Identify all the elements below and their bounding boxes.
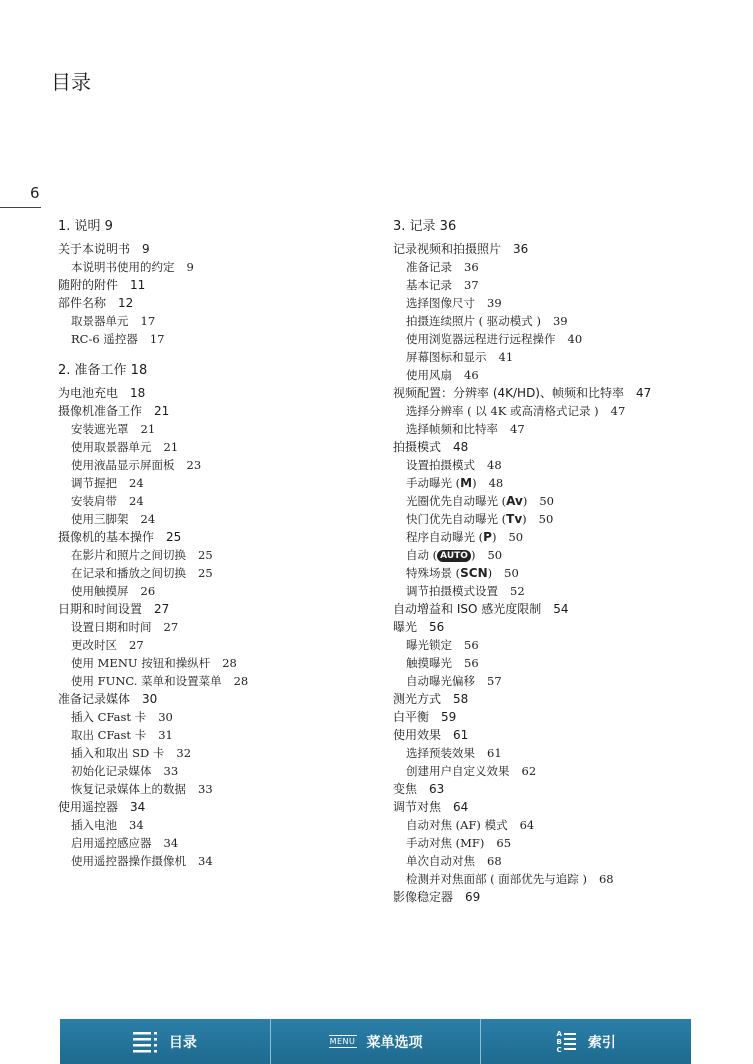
toc-section-entry[interactable] (58, 402, 378, 420)
toc-entry-title: 使用风扇 (406, 368, 452, 382)
toc-entry-page: 56 (464, 656, 479, 670)
toc-entry-title: 选择预装效果 (406, 746, 475, 760)
toc-section-entry[interactable] (58, 600, 378, 618)
toc-entry-page: 63 (429, 782, 445, 796)
toc-subsection-entry[interactable] (58, 654, 378, 672)
toc-entry-title: 曝光 (393, 620, 418, 634)
toc-subsection-entry[interactable] (58, 456, 378, 474)
toc-entry-title: 使用三脚架 (71, 512, 129, 526)
toc-entry-title: 设置日期和时间 (71, 620, 152, 634)
toc-subsection-entry[interactable] (58, 708, 378, 726)
toc-section-entry[interactable] (393, 888, 743, 906)
toc-entry-page: 17 (149, 332, 165, 346)
toc-entry-page: 54 (553, 602, 569, 616)
toc-entry-page: 62 (521, 764, 537, 778)
toc-subsection-entry[interactable] (393, 276, 743, 294)
toc-entry-page: 27 (129, 638, 144, 652)
toc-entry-title: 使用 FUNC. 菜单和设置菜单 (71, 674, 222, 688)
toc-entry-page: 11 (130, 278, 146, 292)
toc-entry-title: 取出 CFast 卡 (71, 728, 147, 742)
toc-entry-page: 68 (598, 872, 614, 886)
toc-subsection-entry[interactable] (393, 456, 743, 474)
index-icon-letter: B (556, 1037, 562, 1046)
index-nav-label: 索引 (587, 1034, 616, 1051)
toc-chapter-heading[interactable]: 2. 准备工作 18 (58, 363, 148, 378)
toc-entry-title: 调节握把 (71, 476, 117, 490)
toc-subsection-entry[interactable] (393, 474, 743, 492)
toc-subsection-entry[interactable] (58, 672, 378, 690)
toc-entry-page: 56 (464, 638, 479, 652)
toc-entry-title: 设置拍摄模式 (406, 458, 475, 472)
toc-entry-title: 插入 CFast 卡 (71, 710, 147, 724)
menu-options-nav-button[interactable] (271, 1019, 482, 1064)
toc-entry-title: 选择帧频和比特率 (406, 422, 498, 436)
toc-section-entry[interactable] (58, 798, 378, 816)
shooting-mode-badge: Av (506, 494, 523, 508)
toc-entry-page: 30 (142, 692, 158, 706)
toc-subsection-entry[interactable] (58, 258, 378, 276)
toc-entry-page: 47 (636, 386, 652, 400)
toc-entry-page: 41 (498, 350, 514, 364)
toc-subsection-entry[interactable] (393, 312, 743, 330)
toc-entry-page: 18 (130, 386, 146, 400)
index-icon (556, 1030, 577, 1054)
toc-right-column (393, 218, 743, 906)
toc-entry-title: 手动对焦 (MF) (406, 836, 485, 850)
toc-entry-title: 摄像机准备工作 (58, 404, 143, 418)
toc-entry-title: 单次自动对焦 (406, 854, 475, 868)
toc-nav-label: 目录 (168, 1034, 197, 1051)
toc-entry-title-suffix: ) (522, 494, 528, 508)
toc-entry-page: 36 (513, 242, 529, 256)
toc-entry-page: 50 (539, 494, 554, 508)
toc-subsection-entry[interactable] (393, 582, 743, 600)
toc-entry-page: 48 (453, 440, 469, 454)
toc-entry-title: 视频配置：分辨率 (4K/HD)、帧频和比特率 (393, 386, 624, 400)
toc-entry-title: 准备记录 (406, 260, 452, 274)
toc-entry-title: 光圈优先自动曝光 ( (406, 494, 507, 508)
toc-subsection-entry[interactable] (58, 816, 378, 834)
toc-subsection-entry[interactable] (393, 294, 743, 312)
toc-subsection-entry[interactable] (393, 492, 743, 510)
toc-section-entry[interactable] (58, 240, 378, 258)
toc-subsection-entry[interactable] (58, 636, 378, 654)
toc-entry-title: 使用液晶显示屏面板 (71, 458, 175, 472)
toc-entry-title: 测光方式 (393, 692, 442, 706)
toc-section-entry[interactable] (58, 294, 378, 312)
toc-subsection-entry[interactable] (58, 726, 378, 744)
toc-entry-page: 33 (198, 782, 213, 796)
toc-entry-title: 准备记录媒体 (58, 692, 131, 706)
toc-entry-title: 程序自动曝光 ( (406, 530, 484, 544)
shooting-mode-badge: Tv (506, 512, 523, 526)
toc-entry-page: 33 (163, 764, 179, 778)
toc-section-entry[interactable] (393, 780, 743, 798)
toc-entry-page: 47 (610, 404, 626, 418)
toc-entry-page: 40 (567, 332, 583, 346)
toc-entry-page: 64 (453, 800, 469, 814)
toc-subsection-entry[interactable] (393, 564, 743, 582)
toc-entry-page: 52 (510, 584, 525, 598)
toc-section-entry[interactable] (393, 708, 743, 726)
toc-entry-title: 快门优先自动曝光 ( (406, 512, 507, 526)
toc-entry-page: 50 (487, 548, 503, 562)
toc-subsection-entry[interactable] (58, 762, 378, 780)
index-nav-button[interactable] (481, 1019, 691, 1064)
toc-entry-title: 摄像机的基本操作 (58, 530, 155, 544)
toc-entry-title: 屏幕图标和显示 (406, 350, 487, 364)
toc-entry-title: 白平衡 (393, 710, 430, 724)
toc-subsection-entry[interactable] (58, 618, 378, 636)
toc-subsection-entry[interactable] (58, 546, 378, 564)
toc-entry-title: 拍摄连续照片 ( 驱动模式 ) (406, 314, 541, 328)
toc-subsection-entry[interactable] (393, 258, 743, 276)
toc-entry-page: 9 (186, 260, 194, 274)
toc-entry-page: 39 (552, 314, 568, 328)
page-title: 目录 (51, 70, 91, 94)
toc-section-entry[interactable] (58, 690, 378, 708)
toc-section-entry[interactable] (393, 240, 743, 258)
menu-icon-text: MENU (329, 1037, 356, 1046)
toc-subsection-entry[interactable] (393, 402, 743, 420)
toc-entry-page: 39 (487, 296, 502, 310)
toc-entry-title: 使用效果 (393, 728, 442, 742)
toc-subsection-entry[interactable] (58, 312, 378, 330)
toc-subsection-entry[interactable] (393, 546, 743, 564)
toc-entry-page: 32 (176, 746, 192, 760)
toc-section-entry[interactable] (393, 600, 743, 618)
toc-entry-title: 曝光锁定 (406, 638, 452, 652)
toc-entry-page: 37 (464, 278, 479, 292)
toc-entry-page: 59 (441, 710, 457, 724)
toc-entry-title: 使用遥控器 (58, 800, 119, 814)
toc-subsection-entry[interactable] (393, 348, 743, 366)
toc-entry-title-suffix: ) (472, 476, 477, 490)
toc-entry-title: 自动增益和 ISO 感光度限制 (393, 602, 542, 616)
toc-section-entry[interactable] (393, 726, 743, 744)
toc-entry-page: 48 (488, 476, 504, 490)
menu-options-nav-label: 菜单选项 (366, 1034, 423, 1051)
toc-entry-page: 24 (129, 476, 144, 490)
toc-subsection-entry[interactable] (58, 438, 378, 456)
toc-section-entry[interactable] (58, 528, 378, 546)
toc-entry-page: 9 (142, 242, 150, 256)
toc-entry-title: 调节对焦 (393, 800, 442, 814)
toc-entry-page: 25 (198, 566, 213, 580)
toc-section-entry[interactable] (58, 276, 378, 294)
toc-subsection-entry[interactable] (58, 420, 378, 438)
toc-entry-page: 30 (158, 710, 173, 724)
toc-subsection-entry[interactable] (393, 762, 743, 780)
toc-subsection-entry[interactable] (58, 744, 378, 762)
toc-entry-page: 56 (429, 620, 445, 634)
toc-entry-title: 触摸曝光 (406, 656, 452, 670)
toc-entry-page: 26 (140, 584, 156, 598)
toc-entry-page: 58 (453, 692, 469, 706)
toc-entry-title: 日期和时间设置 (58, 602, 143, 616)
toc-entry-title: 记录视频和拍摄照片 (393, 242, 502, 256)
toc-subsection-entry[interactable] (58, 492, 378, 510)
toc-subsection-entry[interactable] (393, 636, 743, 654)
toc-entry-title: 安装肩带 (71, 494, 117, 508)
toc-entry-page: 34 (198, 854, 213, 868)
toc-entry-page: 50 (508, 530, 524, 544)
toc-entry-title: 检测并对焦面部 ( 面部优先与追踪 ) (406, 872, 587, 886)
toc-subsection-entry[interactable] (393, 654, 743, 672)
toc-section-entry[interactable] (393, 618, 743, 636)
toc-entry-title: 手动曝光 ( (406, 476, 461, 490)
toc-entry-title: 基本记录 (406, 278, 452, 292)
toc-entry-page: 21 (140, 422, 156, 436)
toc-nav-button[interactable] (60, 1019, 271, 1064)
toc-entry-page: 12 (118, 296, 134, 310)
toc-entry-title: 在记录和播放之间切换 (71, 566, 186, 580)
toc-entry-page: 31 (158, 728, 173, 742)
list-icon (133, 1031, 159, 1053)
toc-subsection-entry[interactable] (393, 330, 743, 348)
toc-entry-page: 34 (130, 800, 146, 814)
toc-entry-page: 61 (487, 746, 502, 760)
toc-entry-title: 自动对焦 (AF) 模式 (406, 818, 508, 832)
shooting-mode-badge: M (460, 476, 473, 490)
toc-entry-title: RC-6 遥控器 (71, 332, 138, 346)
toc-entry-title: 特殊场景 ( (406, 566, 461, 580)
toc-entry-title: 自动 ( (406, 548, 438, 562)
toc-entry-title: 选择图像尺寸 (406, 296, 475, 310)
toc-entry-page: 50 (538, 512, 554, 526)
toc-subsection-entry[interactable] (58, 582, 378, 600)
toc-chapter-heading[interactable]: 3. 记录 36 (393, 219, 457, 234)
toc-entry-title: 启用遥控感应器 (71, 836, 152, 850)
toc-entry-page: 27 (163, 620, 179, 634)
toc-entry-title-suffix: ) (491, 530, 497, 544)
toc-subsection-entry[interactable] (58, 564, 378, 582)
toc-entry-page: 57 (487, 674, 502, 688)
toc-entry-title: 自动曝光偏移 (406, 674, 475, 688)
toc-section-entry[interactable] (58, 384, 378, 402)
toc-entry-title: 在影片和照片之间切换 (71, 548, 186, 562)
bottom-navigation (60, 1019, 691, 1064)
shooting-mode-badge: AUTO (437, 550, 471, 562)
toc-entry-page: 36 (464, 260, 479, 274)
toc-entry-page: 25 (166, 530, 182, 544)
toc-entry-title: 恢复记录媒体上的数据 (71, 782, 186, 796)
index-icon-letter: C (556, 1045, 562, 1054)
toc-subsection-entry[interactable] (58, 330, 378, 348)
toc-entry-page: 34 (163, 836, 179, 850)
toc-entry-page: 24 (129, 494, 144, 508)
toc-entry-title: 创建用户自定义效果 (406, 764, 510, 778)
toc-entry-title: 使用浏览器远程进行远程操作 (406, 332, 556, 346)
shooting-mode-badge: P (483, 530, 492, 544)
toc-entry-title-suffix: ) (470, 548, 476, 562)
toc-section-entry[interactable] (393, 438, 743, 456)
toc-subsection-entry[interactable] (58, 510, 378, 528)
toc-entry-page: 61 (453, 728, 469, 742)
toc-subsection-entry[interactable] (393, 528, 743, 546)
toc-subsection-entry[interactable] (393, 744, 743, 762)
toc-entry-page: 34 (129, 818, 144, 832)
toc-subsection-entry[interactable] (393, 870, 743, 888)
toc-entry-page: 25 (198, 548, 213, 562)
toc-subsection-entry[interactable] (393, 510, 743, 528)
toc-subsection-entry[interactable] (393, 834, 743, 852)
toc-section-entry[interactable] (393, 798, 743, 816)
toc-subsection-entry[interactable] (58, 852, 378, 870)
toc-entry-page: 17 (140, 314, 156, 328)
toc-entry-title: 使用 MENU 按钮和操纵杆 (71, 656, 211, 670)
toc-entry-title: 随附的附件 (58, 278, 119, 292)
toc-subsection-entry[interactable] (393, 420, 743, 438)
toc-entry-title: 插入电池 (71, 818, 117, 832)
toc-entry-title: 插入和取出 SD 卡 (71, 746, 165, 760)
toc-entry-title: 影像稳定器 (393, 890, 454, 904)
toc-entry-page: 68 (487, 854, 502, 868)
toc-entry-page: 47 (510, 422, 525, 436)
toc-entry-title-suffix: ) (487, 566, 493, 580)
toc-subsection-entry[interactable] (393, 366, 743, 384)
menu-icon (329, 1035, 357, 1048)
toc-entry-page: 24 (140, 512, 156, 526)
toc-subsection-entry[interactable] (393, 852, 743, 870)
toc-entry-page: 48 (487, 458, 502, 472)
toc-entry-page: 28 (222, 656, 237, 670)
toc-entry-page: 46 (464, 368, 479, 382)
toc-entry-title: 变焦 (393, 782, 418, 796)
toc-entry-page: 50 (504, 566, 519, 580)
toc-entry-title: 选择分辨率 ( 以 4K 或高清格式记录 ) (406, 404, 599, 418)
toc-subsection-entry[interactable] (58, 834, 378, 852)
toc-entry-title: 本说明书使用的约定 (71, 260, 175, 274)
toc-section-entry[interactable] (393, 384, 743, 402)
page-number-rule (0, 207, 41, 208)
index-icon-letter: A (556, 1029, 562, 1038)
toc-entry-title: 关于本说明书 (58, 242, 131, 256)
toc-entry-page: 69 (465, 890, 481, 904)
toc-section-entry[interactable] (393, 690, 743, 708)
toc-chapter-heading[interactable]: 1. 说明 9 (58, 219, 113, 234)
toc-subsection-entry[interactable] (393, 672, 743, 690)
toc-entry-page: 27 (154, 602, 170, 616)
shooting-mode-badge: SCN (460, 566, 488, 580)
toc-entry-title: 安装遮光罩 (71, 422, 129, 436)
toc-subsection-entry[interactable] (393, 816, 743, 834)
toc-entry-title: 为电池充电 (58, 386, 119, 400)
toc-entry-title: 调节拍摄模式设置 (406, 584, 498, 598)
page-number: 6 (30, 184, 40, 202)
toc-entry-page: 28 (233, 674, 249, 688)
toc-subsection-entry[interactable] (58, 474, 378, 492)
toc-entry-page: 64 (519, 818, 535, 832)
toc-entry-title: 使用触摸屏 (71, 584, 129, 598)
toc-subsection-entry[interactable] (58, 780, 378, 798)
toc-entry-page: 23 (186, 458, 202, 472)
toc-entry-title-suffix: ) (522, 512, 527, 526)
toc-left-column (58, 218, 378, 870)
toc-entry-title: 使用取景器单元 (71, 440, 152, 454)
toc-entry-title: 部件名称 (58, 296, 107, 310)
toc-entry-title: 初始化记录媒体 (71, 764, 152, 778)
toc-entry-page: 65 (496, 836, 512, 850)
toc-entry-title: 使用遥控器操作摄像机 (71, 854, 186, 868)
toc-entry-title: 更改时区 (71, 638, 117, 652)
toc-entry-page: 21 (163, 440, 179, 454)
toc-entry-title: 拍摄模式 (393, 440, 442, 454)
toc-entry-page: 21 (154, 404, 170, 418)
toc-entry-title: 取景器单元 (71, 314, 129, 328)
